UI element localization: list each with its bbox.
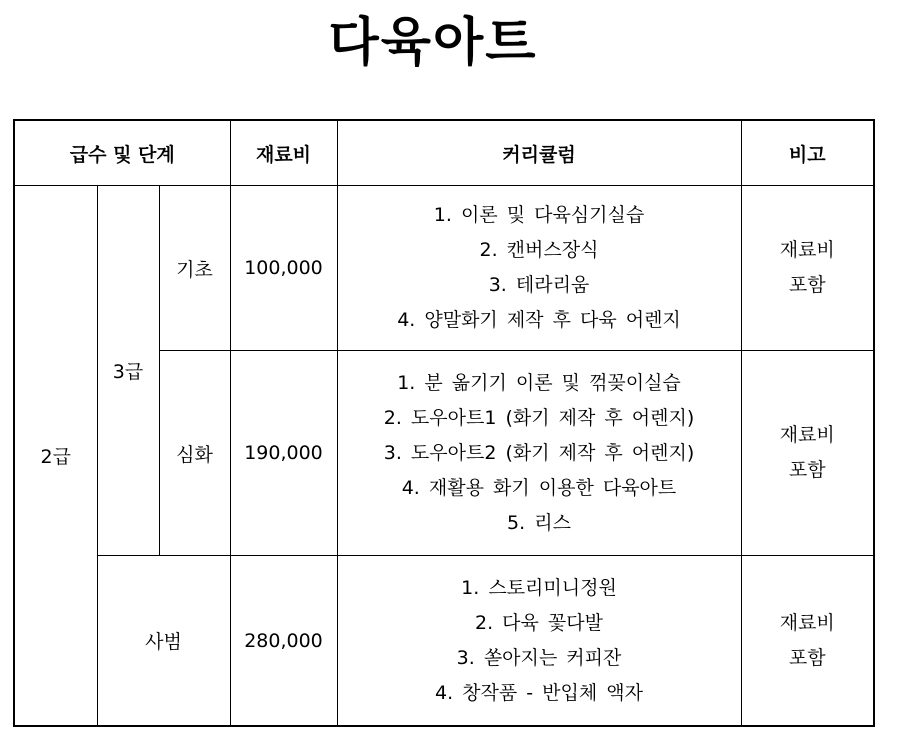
list-item: 1. 스토리미니정원 — [461, 576, 617, 599]
list-item: 3. 테라리움 — [488, 274, 590, 296]
stage-cell: 심화 — [159, 351, 230, 556]
note-line: 재료비 — [779, 611, 835, 634]
curriculum-cell — [337, 351, 741, 556]
curriculum-cell — [337, 186, 741, 351]
grade-cell: 2급 — [14, 186, 97, 727]
table-row — [14, 186, 874, 351]
list-item: 4. 창작품 - 반입체 액자 — [435, 681, 643, 704]
list-item: 4. 양말화기 제작 후 다육 어렌지 — [397, 309, 681, 331]
list-item: 1. 이론 및 다육심기실습 — [433, 204, 645, 226]
stage-cell: 사범 — [97, 556, 230, 727]
curriculum-table — [13, 119, 875, 727]
list-item: 1. 분 옮기기 이론 및 꺾꽂이실습 — [397, 371, 681, 394]
note-line: 재료비 — [779, 424, 835, 446]
table-row — [14, 556, 874, 727]
subgrade-cell: 3급 — [97, 186, 159, 556]
note-cell — [741, 186, 874, 351]
list-item: 2. 다육 꽃다발 — [475, 611, 603, 634]
fee-cell: 280,000 — [230, 556, 337, 727]
curriculum-list — [338, 571, 741, 711]
fee-cell: 100,000 — [230, 186, 337, 351]
header-curriculum: 커리큘럼 — [337, 120, 741, 186]
note-line: 포함 — [788, 274, 826, 296]
note-line: 포함 — [788, 459, 826, 481]
table-header-row — [14, 120, 874, 186]
fee-cell: 190,000 — [230, 351, 337, 556]
header-level: 급수 및 단계 — [14, 120, 230, 186]
stage-cell: 기초 — [159, 186, 230, 351]
header-fee: 재료비 — [230, 120, 337, 186]
list-item: 5. 리스 — [507, 511, 571, 534]
list-item: 2. 캔버스장식 — [479, 239, 599, 261]
list-item: 3. 쏟아지는 커피잔 — [456, 646, 622, 669]
curriculum-cell — [337, 556, 741, 727]
page-title: 다육아트 — [328, 13, 538, 73]
note-cell — [741, 556, 874, 727]
note-line: 재료비 — [779, 239, 835, 261]
list-item: 3. 도우아트2 (화기 제작 후 어렌지) — [383, 441, 695, 464]
list-item: 2. 도우아트1 (화기 제작 후 어렌지) — [383, 406, 695, 429]
note-line: 포함 — [788, 646, 826, 669]
curriculum-list — [338, 198, 741, 338]
header-note: 비고 — [741, 120, 874, 186]
curriculum-list — [338, 366, 741, 541]
note-cell — [741, 351, 874, 556]
list-item: 4. 재활용 화기 이용한 다육아트 — [401, 476, 677, 499]
